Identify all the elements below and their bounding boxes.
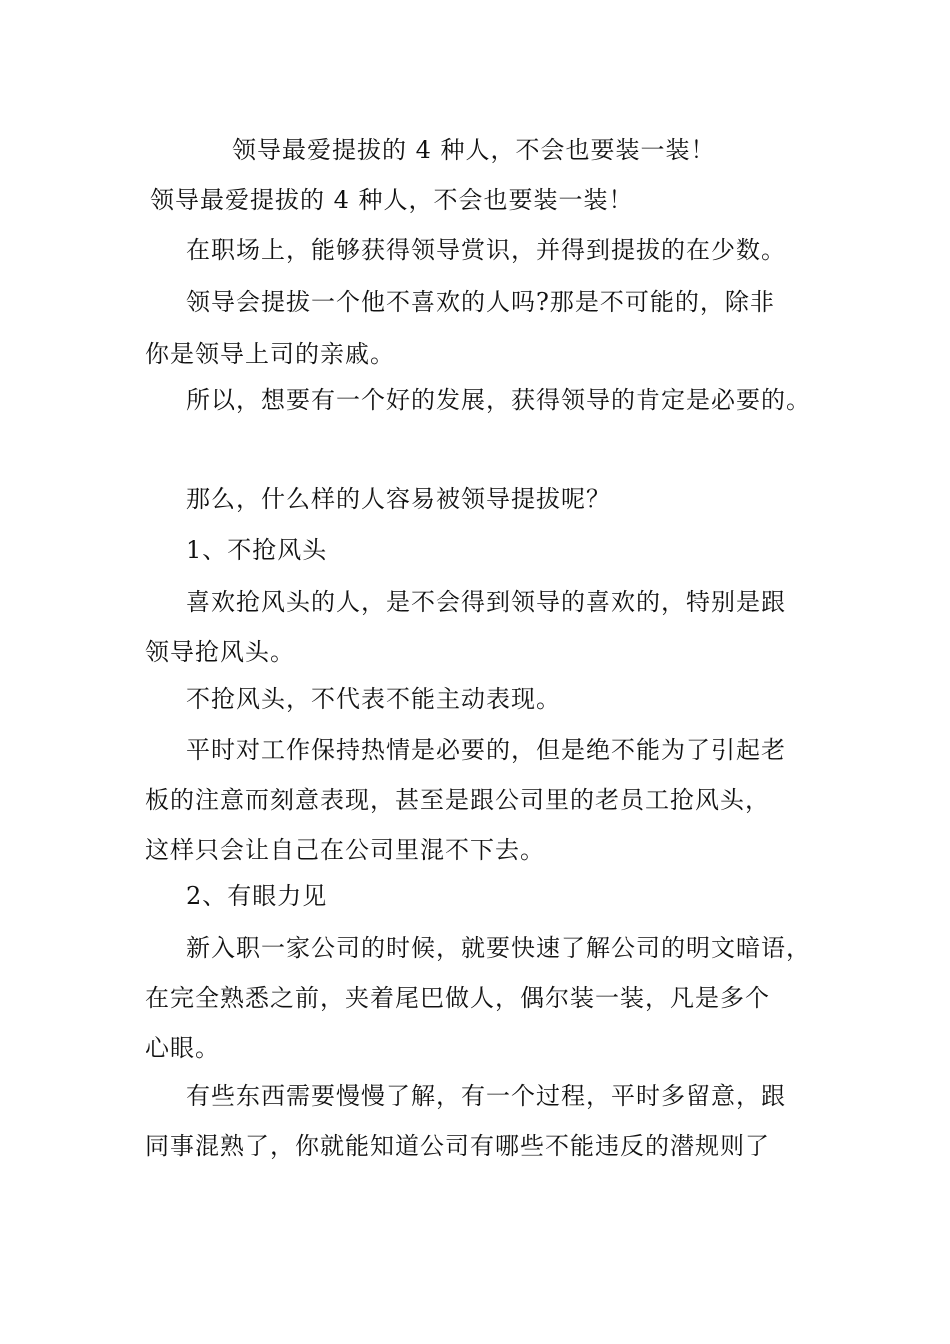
paragraph-1: 在职场上，能够获得领导赏识，并得到提拔的在少数。 (186, 236, 786, 264)
paragraph-7-line-3: 这样只会让自己在公司里混不下去。 (145, 836, 545, 864)
paragraph-9-line-1: 有些东西需要慢慢了解，有一个过程，平时多留意，跟 (186, 1082, 786, 1110)
paragraph-2-line-2: 你是领导上司的亲戚。 (145, 340, 395, 368)
paragraph-7-line-2: 板的注意而刻意表现，甚至是跟公司里的老员工抢风头， (145, 786, 770, 814)
document-subtitle: 领导最爱提拔的 4 种人，不会也要装一装！ (150, 186, 634, 214)
paragraph-8-line-1: 新入职一家公司的时候，就要快速了解公司的明文暗语， (186, 934, 811, 962)
paragraph-5-line-2: 领导抢风头。 (145, 638, 295, 666)
section-heading-2: 2、有眼力见 (186, 882, 328, 910)
document-title: 领导最爱提拔的 4 种人，不会也要装一装！ (232, 136, 716, 164)
paragraph-8-line-2: 在完全熟悉之前，夹着尾巴做人，偶尔装一装，凡是多个 (145, 984, 770, 1012)
section-heading-1: 1、不抢风头 (186, 536, 328, 564)
paragraph-8-line-3: 心眼。 (145, 1034, 220, 1062)
paragraph-5-line-1: 喜欢抢风头的人，是不会得到领导的喜欢的，特别是跟 (186, 588, 786, 616)
paragraph-3: 所以，想要有一个好的发展，获得领导的肯定是必要的。 (186, 386, 811, 414)
paragraph-6: 不抢风头，不代表不能主动表现。 (186, 685, 561, 713)
paragraph-9-line-2: 同事混熟了，你就能知道公司有哪些不能违反的潜规则了 (145, 1132, 770, 1160)
paragraph-2-line-1: 领导会提拔一个他不喜欢的人吗?那是不可能的，除非 (186, 288, 775, 316)
paragraph-4: 那么，什么样的人容易被领导提拔呢？ (186, 485, 611, 513)
paragraph-7-line-1: 平时对工作保持热情是必要的，但是绝不能为了引起老 (186, 736, 786, 764)
